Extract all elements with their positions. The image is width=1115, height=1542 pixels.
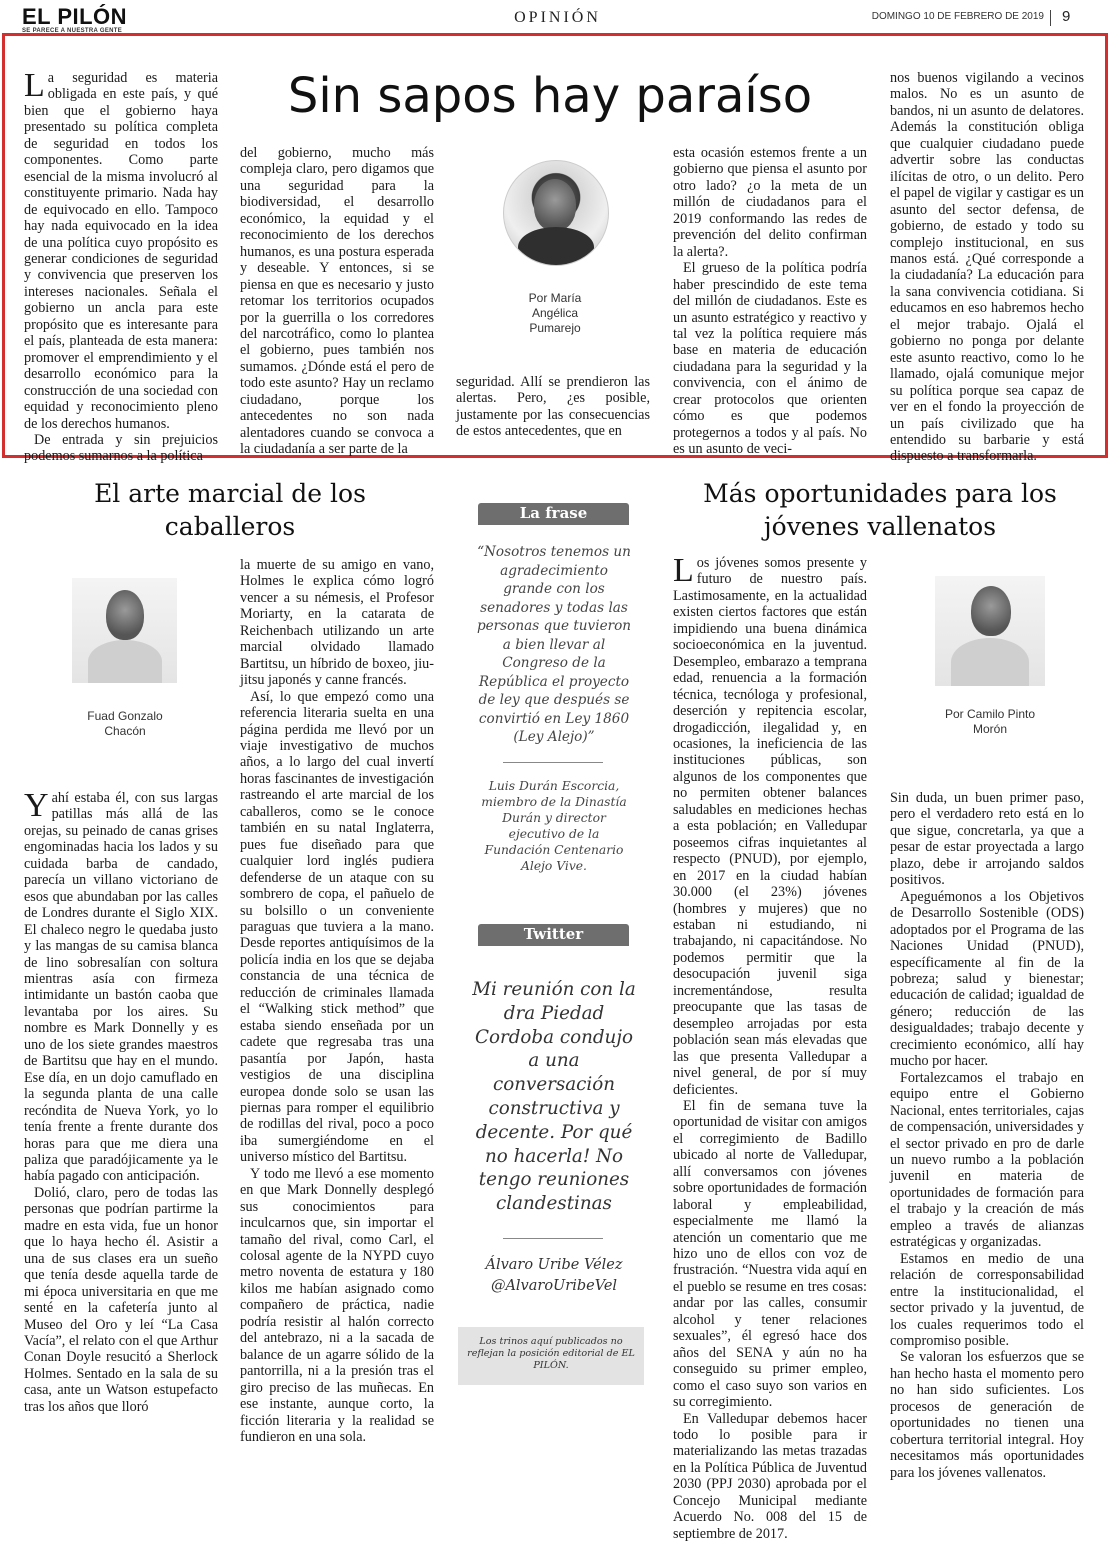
drop-cap: L bbox=[24, 67, 45, 104]
author-name-line: Angélica bbox=[531, 306, 579, 320]
right-article-title: Más oportunidades para los jóvenes vallenatos bbox=[703, 479, 1057, 541]
left-article-column-1 bbox=[24, 787, 218, 1415]
top-article-title: Sin sapos hay paraíso bbox=[287, 68, 813, 124]
drop-cap: L bbox=[673, 552, 694, 589]
header-separator bbox=[1050, 10, 1051, 26]
paragraph: Apeguémonos a los Objetivos de Desarrollo Sostenible (ODS) adoptados por el Programa de las Naciones Unidad (PNUD), específicamente al fin de la pobreza; salud y bienestar; educación de calidad; igualdad de género; reducción de las desigualdades; trabajo decente y crecimiento económico, allí hay mucho por hacer. bbox=[890, 888, 1084, 1070]
author-name-line: Fuad Gonzalo bbox=[87, 709, 163, 723]
top-article-column-3 bbox=[456, 374, 650, 440]
paragraph: seguridad. Allí se prendieron las alertas. Pero, ¿es posible, justamente por las consecuencias de estos antecedentes, que en bbox=[456, 374, 650, 440]
paragraph: El grueso de la política podría haber prescindido de este tema del millón de ciudadanos. Este es un asunto estratégico y reactivo y tal vez la política requiere más base en materia de educación ciudadana para la seguridad y la convivencia, con el ánimo de crear protocolos que orienten cómo es que podemos protegernos a todos y al país. No es un asunto de veci- bbox=[673, 260, 867, 458]
featured-tweet: Mi reunión con la dra Piedad Cordoba condujo a una conversación constructiva y decente. Por qué no hacerla! No tengo reuniones clandestinas bbox=[472, 979, 636, 1215]
twitter-label: Twitter bbox=[478, 924, 629, 944]
paragraph: a seguridad es materia obligada en este país, y qué bien que el gobierno haya presentado su política completa de seguridad en todos los componentes. Como parte esencial de la misma involucró al constituyente primario. Nada hay de equivocado en ello. Tampoco hay nada equivocado en la idea de una política cuyo propósito es generar condiciones de seguridad y convivencia que preserven los intereses nacionales. Señala el gobierno un ancla para este propósito que es interesante para el país, planteada de esta manera: promover el emprendimiento y el desarrollo económico para la construcción de una sociedad con equidad y reconocimiento pleno de los derechos humanos. bbox=[24, 70, 218, 432]
paragraph: En Valledupar debemos hacer todo lo posible para ir materializando las metas trazadas en la Política Pública de Juventud 2030 (PPJ 2030) aprobada por el Concejo Municipal mediante Acuerdo No. 008 del 15 de septiembre de 2017. bbox=[673, 1410, 867, 1542]
paragraph: Fortalezcamos el trabajo en equipo entre el Gobierno Nacional, entes territoriales, cajas de compensación, universidades y el sector privado en pro de darle un nuevo rumbo a la población juvenil en materia de oportunidades de formación para el trabajo y la creación de más empleo a través de alianzas estratégicas y organizadas. bbox=[890, 1069, 1084, 1251]
paragraph: Así, lo que empezó como una referencia literaria suelta en una página perdida me llevó por un viaje investigativo de muchos años, a lo largo del cual invertí horas fascinantes de investigación rastreando el arte marcial de los caballeros, como se le conoce también en su natal Inglaterra, pues fue diseñado para que cualquier lord inglés pudiera defenderse de un ataque con su sombrero de copa, el pañuelo de su bolsillo o un conveniente paraguas que tuviera a la mano. Desde reportes antiquísimos de la policía india en los que se dejaba constancia de una técnica de reducción de criminales llamada el “Walking stick method” que estaba siendo enseñada por un cadete que regresaba tras una pasantía por Japón, hasta vestigios de una disciplina europea donde solo se usan las piernas para romper el equilibrio de rodillas del rival, poco a poco iba sumergiéndome en el universo místico del Bartitsu. bbox=[240, 688, 434, 1166]
author-name-line: Por Camilo Pinto bbox=[944, 707, 1036, 721]
paragraph: Y todo me llevó a ese momento en que Mark Donnelly desplegó sus conocimientos para inculcarnos que, sin importar el tamaño del rival, como Carl, el colosal agente de la NYPD cuyo metro noventa de estatura y 180 kilos me habían asignado como compañero de práctica, nadie podría resistir al halón correcto del antebrazo, ni a la sacada de balance de un agarre sólido de la pantorrilla, ni a la presión tras el giro preciso de las muñecas. En ese instante, aunque corto, la ficción literaria y la realidad se fundieron en una sola. bbox=[240, 1165, 434, 1446]
paragraph: De entrada y sin prejuicios podemos sumarnos a la política bbox=[24, 431, 218, 465]
masthead-tagline: SE PARECE A NUESTRA GENTE bbox=[22, 28, 123, 34]
right-article-column-1 bbox=[673, 552, 867, 1542]
author-name-line: Chacón bbox=[104, 724, 146, 738]
author-name-line: Por María bbox=[528, 291, 582, 305]
paragraph: Estamos en medio de una relación de corresponsabilidad entre la institucionalidad, el sector privado y la juventud, de los cuales requerimos todo el compromiso posible. bbox=[890, 1250, 1084, 1349]
top-article-column-5 bbox=[890, 70, 1084, 465]
left-article-title: El arte marcial de los caballeros bbox=[94, 479, 366, 541]
author-photo bbox=[503, 160, 609, 266]
author-photo bbox=[935, 576, 1045, 686]
tweet-divider bbox=[503, 1238, 603, 1239]
right-article-column-2 bbox=[890, 790, 1084, 1481]
drop-cap: Y bbox=[24, 787, 49, 824]
top-article-column-4 bbox=[673, 145, 867, 458]
author-name-line: Morón bbox=[972, 722, 1007, 736]
paragraph: la muerte de su amigo en vano, Holmes le explica cómo logró vencer a su némesis, el Profesor Moriarty, en la catarata de Reichenbach utilizando un arte marcial olvidado llamado Bartitsu, un híbrido de boxeo, jiu-jitsu japonés y canne francés. bbox=[240, 557, 434, 689]
top-article-column-2 bbox=[240, 145, 434, 458]
paragraph: Sin duda, un buen primer paso, pero el verdadero reto está en lo que sigue, concretarla, ya que a pesar de estar proyectada a largo plazo, debe ir arrojando saldos positivos. bbox=[890, 790, 1084, 889]
la-frase-label: La frase bbox=[478, 503, 629, 523]
twitter-disclaimer: Los trinos aquí publicados no reflejan la posición editorial de EL PILÓN. bbox=[458, 1327, 644, 1385]
left-article-column-2 bbox=[240, 557, 434, 1445]
paragraph: ahí estaba él, con sus largas patillas más allá de las orejas, su peinado de canas grises engominadas hacia los lados y su cuidada barba de candado, parecía un villano victoriano de esos que abundaban por las calles de Londres durante el Siglo XIX. El chaleco negro le quedaba justo y las mangas de su camisa blanca de lino sobresalían con soltura mientras asía con firmeza intimidante un bastón caoba que levantaba por los aires. Su nombre es Mark Donnelly y es uno de los siete grandes maestros de Bartitsu que hay en el mundo. Ese día, en un dojo camuflado en la segunda planta de una calle recóndita de Nueva York, yo lo tenía frente a frente durante dos horas para que me diera una paliza que paradójicamente ya le había pagado con anticipación. bbox=[24, 790, 218, 1185]
tweet-author-handle: @AlvaroUribeVel bbox=[490, 1278, 618, 1294]
section-title: OPINIÓN bbox=[514, 9, 601, 26]
paragraph: Dolió, claro, pero de todas las personas que podrían partirme la madre en esta vida, fue un honor que lo haya hecho él. Asistir a una de sus clases era un sueño que tenía desde aquella tarde de mi época universitaria en que me senté en la cafetería junto al Museo del Oro y leí “La Casa Vacía”, el relato con el que Arthur Conan Doyle resucitó a Sherlock Holmes. Sentado en la sala de su casa, ante un Watson estupefacto tras los años que lloró bbox=[24, 1184, 218, 1415]
issue-date: DOMINGO 10 DE FEBRERO DE 2019 bbox=[871, 11, 1044, 22]
author-name-line: Pumarejo bbox=[529, 321, 581, 335]
quote-divider bbox=[503, 762, 603, 763]
page-number: 9 bbox=[1062, 8, 1071, 25]
tweet-author-name: Álvaro Uribe Vélez bbox=[485, 1257, 623, 1273]
quote-attribution: Luis Durán Escorcia, miembro de la Dinastía Durán y director ejecutivo de la Fundación Centenario Alejo Vive. bbox=[481, 779, 627, 873]
paragraph: nos buenos vigilando a vecinos malos. No es un asunto de bandos, ni un asunto de delatores. Además la constitución obliga que cualquier ciudadano puede advertir sobre las conductas ilícitas de otro, o un delito. Pero el papel de vigilar y castigar es un asunto del sector defensa, de gobierno, de estado y todo su complejo institucional, en sus manos está. ¿Qué corresponde a la ciudadanía? La educación para la sana convivencia cotidiana. Si educamos en eso habremos hecho el mejor trabajo. Ojalá el gobierno no ponga por delante este asunto reactivo, como lo he llamado, ojalá comunique mejor su política porque sea capaz de ver en el fondo la proyección de un país civilizado que ha entendido su barbarie y está dispuesto a transformarla. bbox=[890, 70, 1084, 465]
featured-quote: “Nosotros tenemos un agradecimiento grande con los senadores y todas las personas que tuvieron a bien llevar al Congreso de la República el proyecto de ley que después se convirtió en Ley 1860 (Ley Alejo)” bbox=[476, 544, 632, 745]
top-article-column-1 bbox=[24, 67, 218, 465]
paragraph: os jóvenes somos presente y futuro de nuestro país. Lastimosamente, en la actualidad existen ciertos factores que están impidiendo una buena dinámica socioeconómica en la juventud. Desempleo, embarazo a temprana edad, renuencia a la formación técnica, tecnóloga y profesional, deserción y repitencia escolar, drogadicción, ilegalidad y, en ocasiones, la ineficiencia de las instituciones públicas, son algunos de los componentes que no permiten obtener balances saludables en mediciones hechas a esta población; en Valledupar poseemos cifras inquietantes al respecto (PNUD), por ejemplo, en 2017 en la ciudad habían 30.000 (el 23%) jóvenes (hombres y mujeres) que no estaban ni estudiando, ni trabajando, ni capacitándose. No podemos permitir que la desocupación juvenil siga incrementándose, resulta preocupante que las tasas de desempleo arrojadas por esta población sean más elevadas que las que presenta Valledupar a nivel general, de por sí muy deficientes. bbox=[673, 555, 867, 1098]
paragraph: del gobierno, mucho más compleja claro, pero digamos que una seguridad para la biodiversidad, el desarrollo económico, la equidad y el reconocimiento de los derechos humanos, es una postura esperada y deseable. Y entonces, si se piensa en que es necesario y justo retomar los territorios ocupados por la guerrilla o los corredores del narcotráfico, como lo plantea el gobierno, pues también nos sumamos. ¿Dónde está el pero de todo este asunto? Hay un reclamo ciudadano, porque los antecedentes no son nada alentadores cuando se convoca a la ciudadanía a ser parte de la bbox=[240, 145, 434, 458]
label-underline bbox=[478, 944, 629, 946]
paragraph: esta ocasión estemos frente a un gobierno que piensa el asunto por otro lado? ¿o la meta de un millón de ciudadanos para el 2019 conformando las redes de prevención del delito confirman la alerta?. bbox=[673, 145, 867, 260]
masthead-logo: EL PILÓN bbox=[22, 4, 128, 29]
paragraph: El fin de semana tuve la oportunidad de visitar con amigos el corregimiento de Badillo ubicado al norte de Valledupar, allí conversamos con jóvenes sobre oportunidades de formación laboral y empleabilidad, especialmente me llamó la atención un comentario que me hizo uno de ellos con voz de frustración. “Nuestra vida aquí en el pueblo se resume en tres cosas: andar por las calles, consumir alcohol y tener relaciones sexuales”, él egresó hace dos años del SENA y aún no ha conseguido su primer empleo, como el caso suyo son varios en su corregimiento. bbox=[673, 1097, 867, 1411]
right-article-byline bbox=[920, 707, 1060, 737]
author-photo bbox=[72, 578, 177, 683]
top-article-byline bbox=[485, 291, 625, 336]
left-article-byline bbox=[55, 709, 195, 739]
paragraph: Se valoran los esfuerzos que se han hecho hasta el momento pero no han sido suficientes. Los procesos de generación de oportunidades no tienen una cobertura territorial integral. Hoy necesitamos más oportunidades para los jóvenes vallenatos. bbox=[890, 1349, 1084, 1481]
tweet-author bbox=[462, 1255, 646, 1297]
label-underline bbox=[478, 523, 629, 525]
